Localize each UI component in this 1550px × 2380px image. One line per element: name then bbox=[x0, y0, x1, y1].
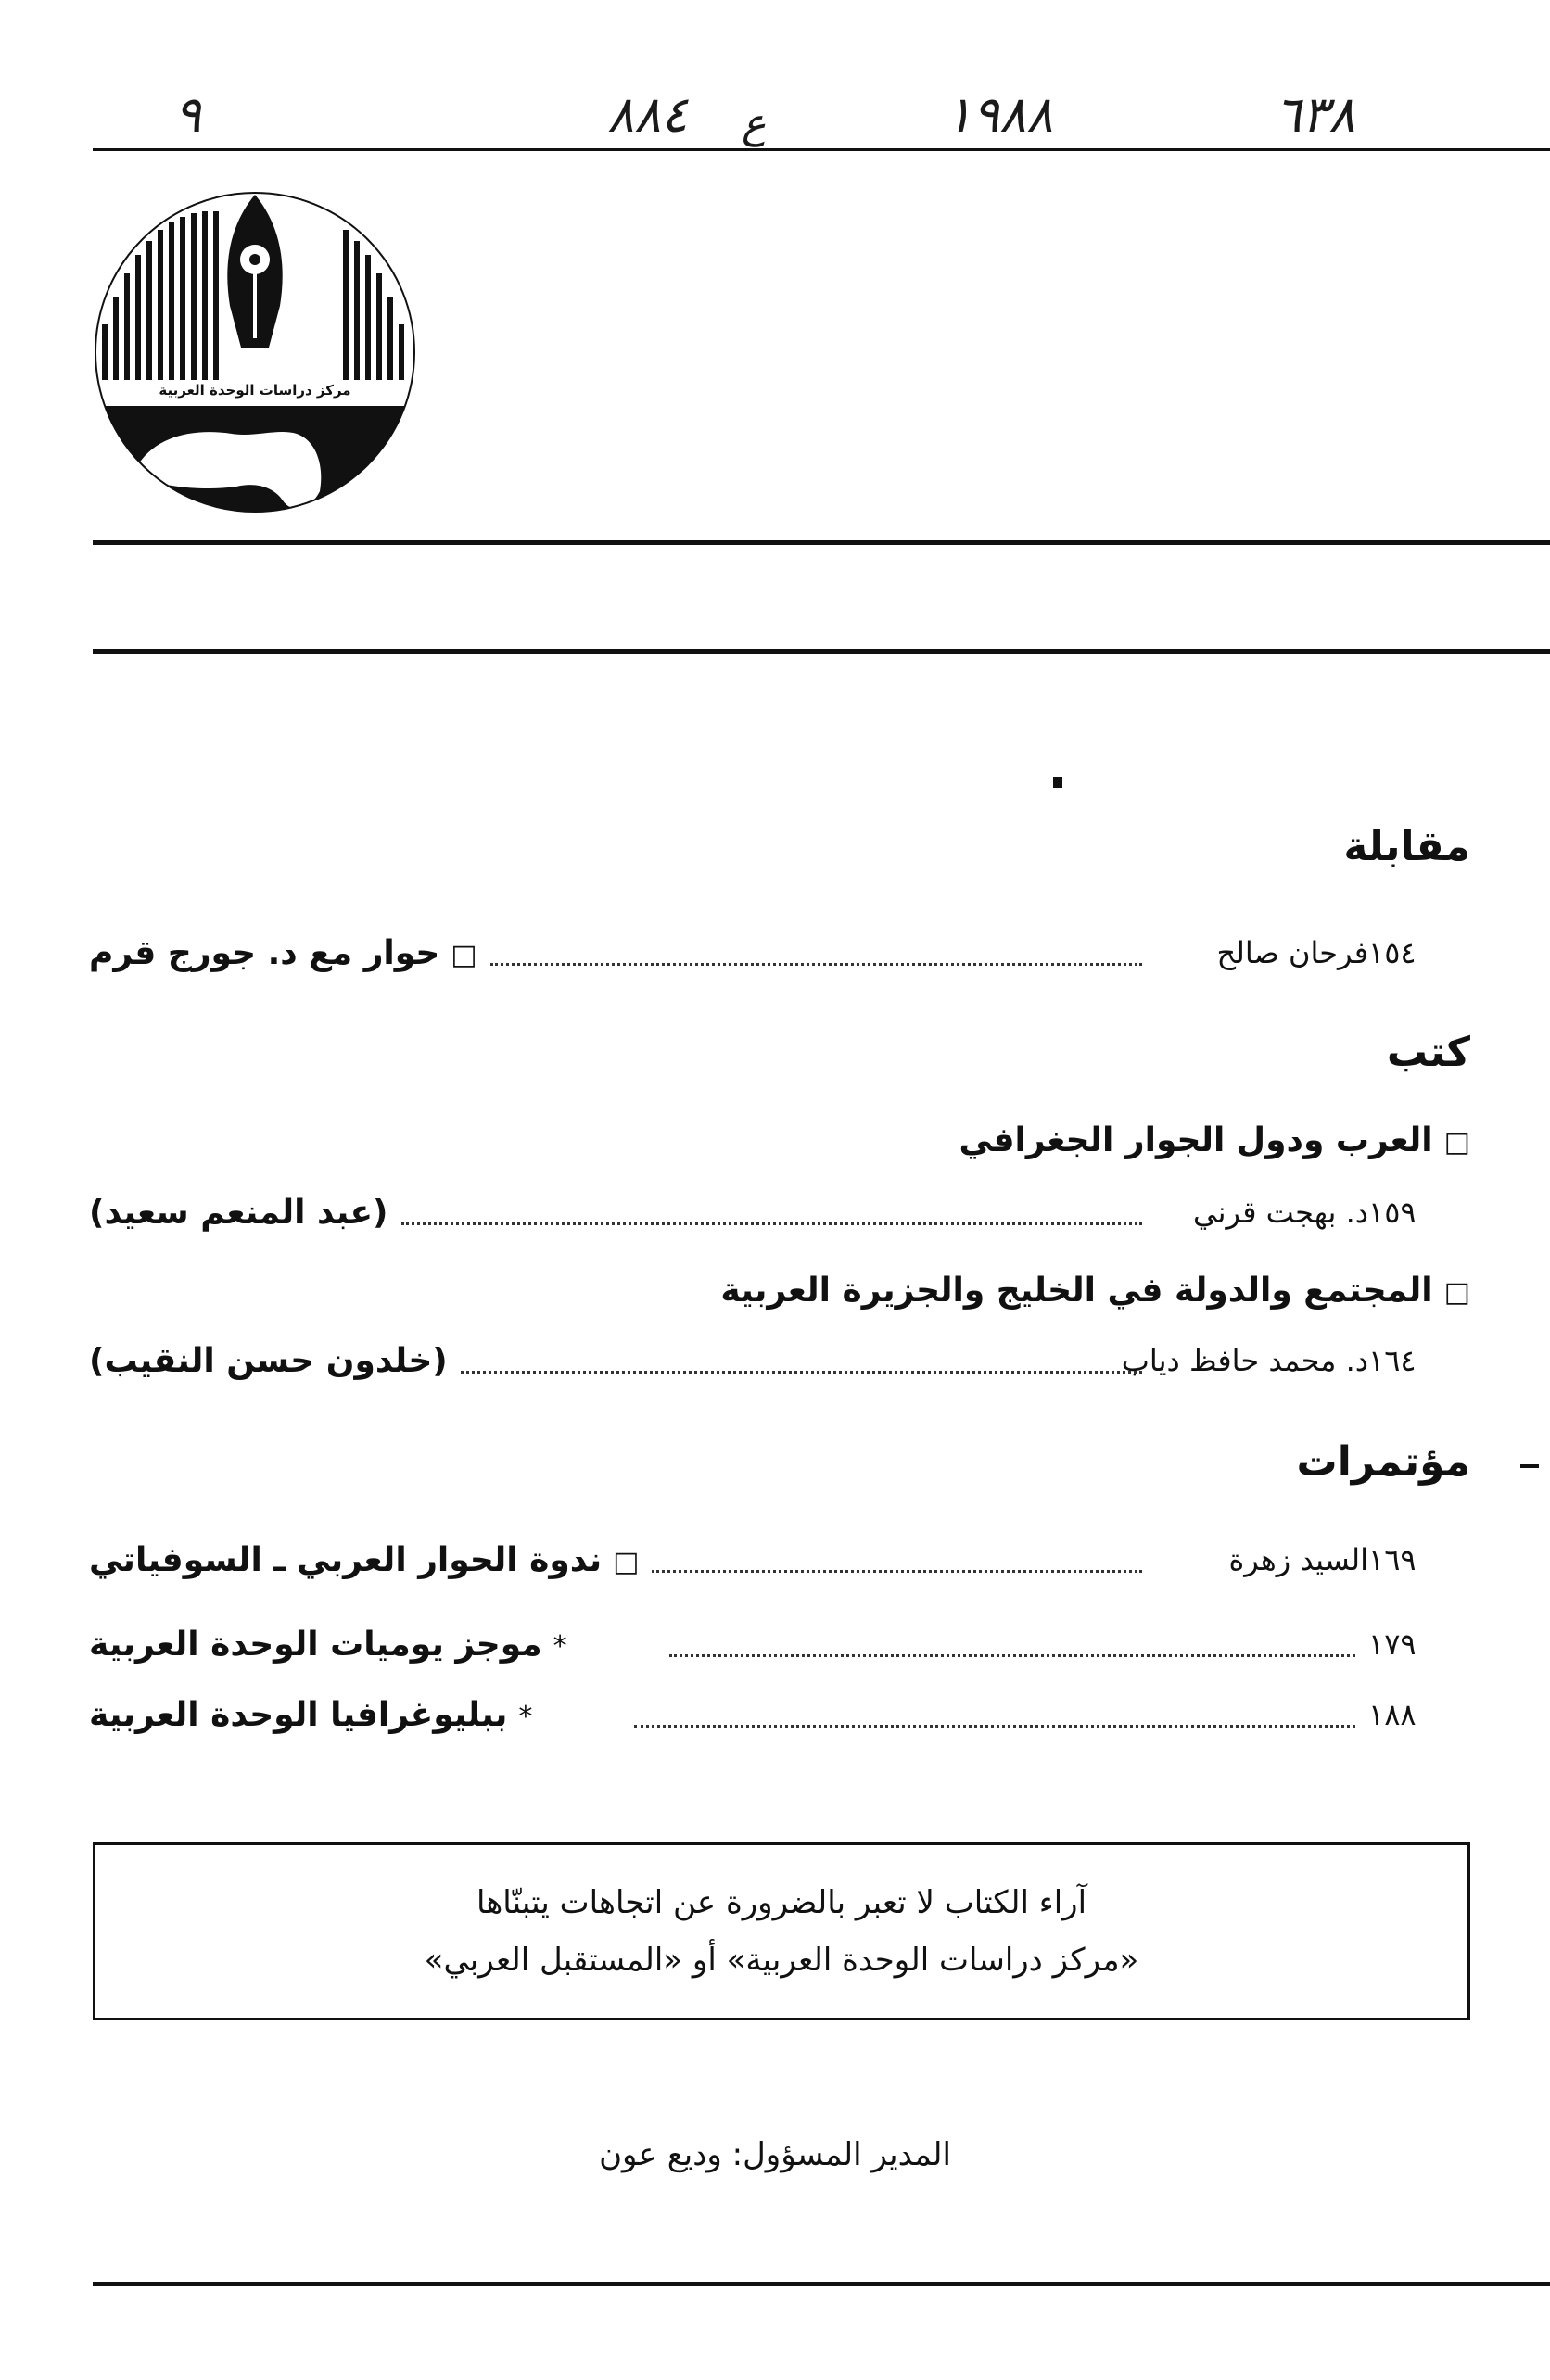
toc-row[interactable] bbox=[89, 1186, 1470, 1238]
toc-item-title-line1 bbox=[959, 1121, 1470, 1159]
toc-item-title bbox=[89, 1696, 532, 1734]
toc-row[interactable] bbox=[89, 1534, 1470, 1586]
toc-item-title bbox=[89, 1541, 639, 1579]
toc-item-title bbox=[89, 934, 477, 972]
toc-page-number: ١٧٩ bbox=[1368, 1627, 1417, 1662]
toc-bullet: □ bbox=[1443, 1126, 1470, 1158]
rule-2 bbox=[93, 540, 1550, 545]
toc-row[interactable] bbox=[89, 1618, 1470, 1670]
section-title-books: كتب bbox=[1386, 1029, 1470, 1076]
toc-title-line2: (خلدون حسن النقيب) bbox=[89, 1341, 448, 1380]
handwritten-mark-2: ٨٨٤ bbox=[607, 85, 689, 144]
section-title-conferences: مؤتمرات bbox=[1296, 1438, 1470, 1486]
section-title-interview: مقابلة bbox=[1343, 823, 1470, 870]
toc-page-number: ١٦٤ bbox=[1368, 1343, 1417, 1378]
toc-author: السيد زهرة bbox=[1228, 1542, 1368, 1577]
small-dot-mark bbox=[1053, 777, 1062, 788]
toc-page-number: ١٥٩ bbox=[1368, 1195, 1417, 1230]
toc-author: د. بهجت قرني bbox=[1192, 1195, 1368, 1230]
rule-3 bbox=[93, 649, 1550, 654]
toc-bullet: * bbox=[553, 1629, 567, 1663]
toc-author: فرحان صالح bbox=[1216, 935, 1368, 970]
toc-item-title bbox=[89, 1626, 567, 1664]
toc-row[interactable] bbox=[89, 1689, 1470, 1741]
toc-title-text: العرب ودول الجوار الجغرافي bbox=[959, 1121, 1433, 1159]
toc-row[interactable] bbox=[89, 927, 1470, 979]
margin-dash-mark bbox=[1520, 1464, 1539, 1468]
toc-title-text: موجز يوميات الوحدة العربية bbox=[89, 1625, 542, 1664]
toc-title-text: المجتمع والدولة في الخليج والجزيرة العربية bbox=[720, 1272, 1433, 1310]
toc-page-number: ١٨٨ bbox=[1368, 1697, 1417, 1732]
toc-title-text: حوار مع د. جورج قرم bbox=[89, 933, 440, 972]
toc-bullet: * bbox=[518, 1700, 533, 1733]
toc-title-text: ندوة الحوار العربي ـ السوفياتي bbox=[89, 1540, 603, 1579]
top-rule bbox=[93, 148, 1550, 151]
toc-title-text: ببليوغرافيا الوحدة العربية bbox=[89, 1695, 508, 1734]
toc-bullet: □ bbox=[613, 1545, 640, 1578]
toc-page-number: ١٥٤ bbox=[1368, 935, 1417, 970]
dot-leader bbox=[401, 1222, 1142, 1225]
disclaimer-box bbox=[93, 1842, 1470, 2020]
handwritten-mark-5: ٦٣٨ bbox=[1275, 85, 1356, 144]
bottom-rule bbox=[93, 2282, 1550, 2286]
toc-title-line2: (عبد المنعم سعيد) bbox=[89, 1193, 388, 1232]
disclaimer-line-1: آراء الكتاب لا تعبر بالضرورة عن اتجاهات يتبنّاها bbox=[476, 1884, 1087, 1921]
dot-leader bbox=[669, 1654, 1355, 1657]
center-logo bbox=[93, 185, 417, 519]
toc-row[interactable] bbox=[89, 1335, 1470, 1386]
handwritten-mark-1: ٩ bbox=[174, 85, 202, 144]
dot-leader bbox=[652, 1570, 1142, 1573]
handwritten-mark-3: ع bbox=[742, 100, 767, 147]
dot-leader bbox=[490, 963, 1142, 966]
logo-caption: مركز دراسات الوحدة العربية bbox=[159, 382, 351, 399]
dot-leader bbox=[634, 1725, 1355, 1728]
toc-author: د. محمد حافظ دياب bbox=[1121, 1343, 1368, 1378]
toc-item-title-line1 bbox=[720, 1272, 1470, 1310]
managing-director: المدير المسؤول: وديع عون bbox=[599, 2136, 951, 2173]
disclaimer-line-2: «مركز دراسات الوحدة العربية» أو «المستقبل العربي» bbox=[424, 1942, 1139, 1979]
toc-page-number: ١٦٩ bbox=[1368, 1542, 1417, 1577]
toc-bullet: □ bbox=[1443, 1276, 1470, 1309]
dot-leader bbox=[461, 1371, 1142, 1374]
toc-bullet: □ bbox=[451, 938, 477, 971]
handwritten-mark-4: ١٩٨٨ bbox=[946, 85, 1054, 144]
